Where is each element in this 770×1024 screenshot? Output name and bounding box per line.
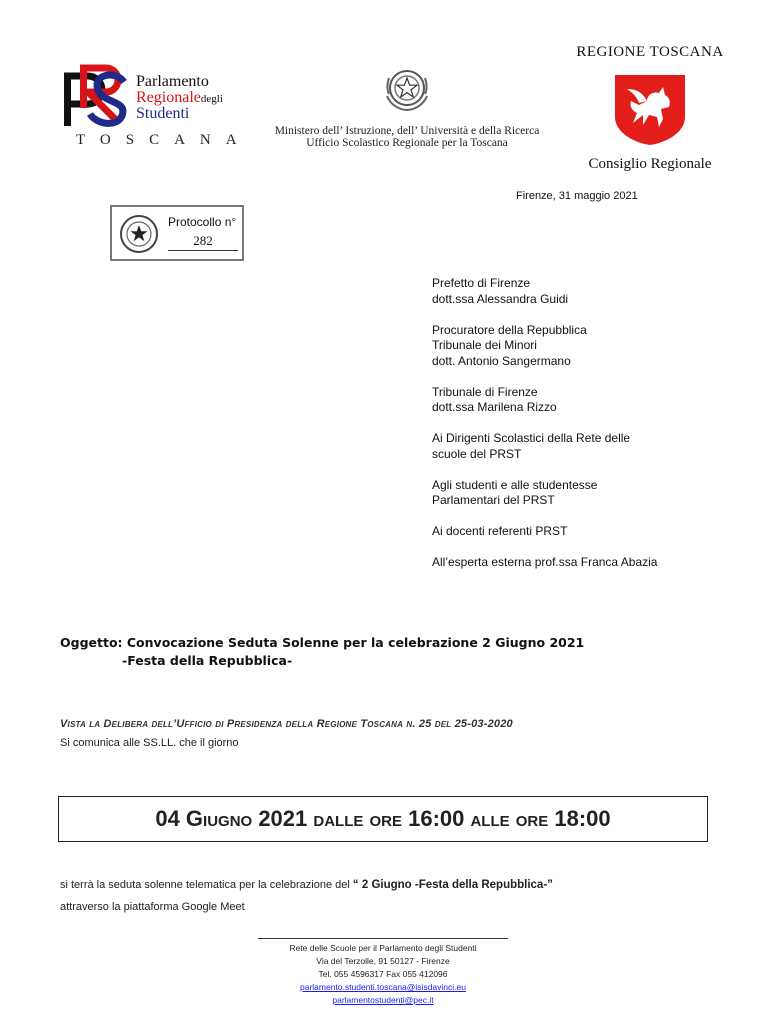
recipient-line: Ai docenti referenti PRST — [432, 524, 568, 538]
protocol-number: 282 — [168, 233, 238, 251]
subject-line: Oggetto: Convocazione Seduta Solenne per la celebrazione 2 Giugno 2021 — [60, 635, 585, 650]
footer — [230, 942, 536, 1007]
ministry-name: Ministero dell’ Istruzione, dell’ Università e della Ricerca — [274, 125, 540, 137]
vista-delibera: Vista la Delibera dell’Ufficio di Presidenza della Regione Toscana n. 25 del 25-03-2020 — [60, 718, 513, 730]
recipient-block — [432, 478, 732, 509]
letter-date: Firenze, 31 maggio 2021 — [516, 190, 638, 202]
prs-word-degli: degli — [200, 93, 223, 105]
recipient-line: Prefetto di Firenze — [432, 276, 531, 290]
body-text-festa: “ 2 Giugno -Festa della Repubblica-” — [352, 879, 553, 891]
body-line — [60, 874, 720, 896]
recipient-block — [432, 323, 732, 370]
prs-monogram-icon — [58, 62, 136, 128]
recipients-list — [432, 276, 732, 586]
prs-logo — [58, 62, 252, 152]
recipient-block — [432, 431, 732, 462]
pegasus-shield-icon — [613, 73, 687, 147]
recipient-line: Tribunale di Firenze — [432, 384, 538, 399]
recipient-line: Procuratore della Repubblica — [432, 322, 587, 337]
recipient-block — [432, 385, 732, 416]
recipient-line: Parlamentari del PRST — [432, 493, 555, 507]
footer-phone: Tel. 055 4596317 Fax 055 412096 — [318, 969, 448, 979]
recipient-line: Agli studenti e alle studentesse — [432, 477, 598, 492]
recipient-block — [432, 524, 732, 540]
recipient-line: scuole del PRST — [432, 446, 522, 461]
regione-title: REGIONE TOSCANA — [576, 44, 724, 60]
italian-emblem-icon — [381, 64, 433, 114]
regione-toscana-header — [570, 44, 730, 173]
protocol-emblem-icon — [118, 213, 160, 255]
body-line-platform: attraverso la piattaforma Google Meet — [60, 901, 245, 913]
prs-region-label: TOSCANA — [76, 132, 252, 148]
regione-subtitle: Consiglio Regionale — [588, 156, 712, 172]
protocol-stamp — [110, 205, 244, 261]
letter-subject — [60, 634, 584, 670]
body-paragraph — [60, 874, 720, 918]
body-text-part: si terrà la seduta solenne telematica per la celebrazione del — [60, 879, 353, 891]
prs-line-studenti: Studenti — [136, 105, 190, 122]
ministry-office: Ufficio Scolastico Regionale per la Toscana — [306, 137, 508, 149]
comunica-text: Si comunica alle SS.LL. che il giorno — [60, 737, 239, 749]
event-date-box — [58, 796, 708, 842]
recipient-line: dott.ssa Marilena Rizzo — [432, 400, 557, 414]
prs-word-regionale: Regionale — [136, 89, 201, 106]
footer-address: Via del Terzolle, 91 50127 - Firenze — [316, 956, 450, 966]
prs-line-parlamento: Parlamento — [136, 73, 209, 90]
recipient-block — [432, 276, 732, 307]
event-date-time: 04 Giugno 2021 dalle ore 16:00 alle ore 18:00 — [155, 806, 611, 831]
recipient-line: dott. Antonio Sangermano — [432, 353, 571, 368]
recipient-line: dott.ssa Alessandra Guidi — [432, 291, 569, 306]
footer-email-link[interactable]: parlamento.studenti.toscana@isisdavinci.eu — [300, 982, 466, 992]
protocol-label: Protocollo n° — [168, 215, 237, 229]
recipient-block — [432, 555, 732, 571]
footer-pec-link[interactable]: parlamentostudenti@pec.it — [332, 995, 434, 1005]
footer-org: Rete delle Scuole per il Parlamento degli Studenti — [289, 943, 477, 953]
recipient-line: Ai Dirigenti Scolastici della Rete delle — [432, 431, 631, 445]
subject-line-festa: -Festa della Repubblica- — [122, 653, 293, 668]
ministry-header — [262, 64, 552, 149]
recipient-line: All’esperta esterna prof.ssa Franca Abazia — [432, 555, 658, 569]
recipient-line: Tribunale dei Minori — [432, 338, 537, 352]
footer-divider — [258, 938, 508, 939]
